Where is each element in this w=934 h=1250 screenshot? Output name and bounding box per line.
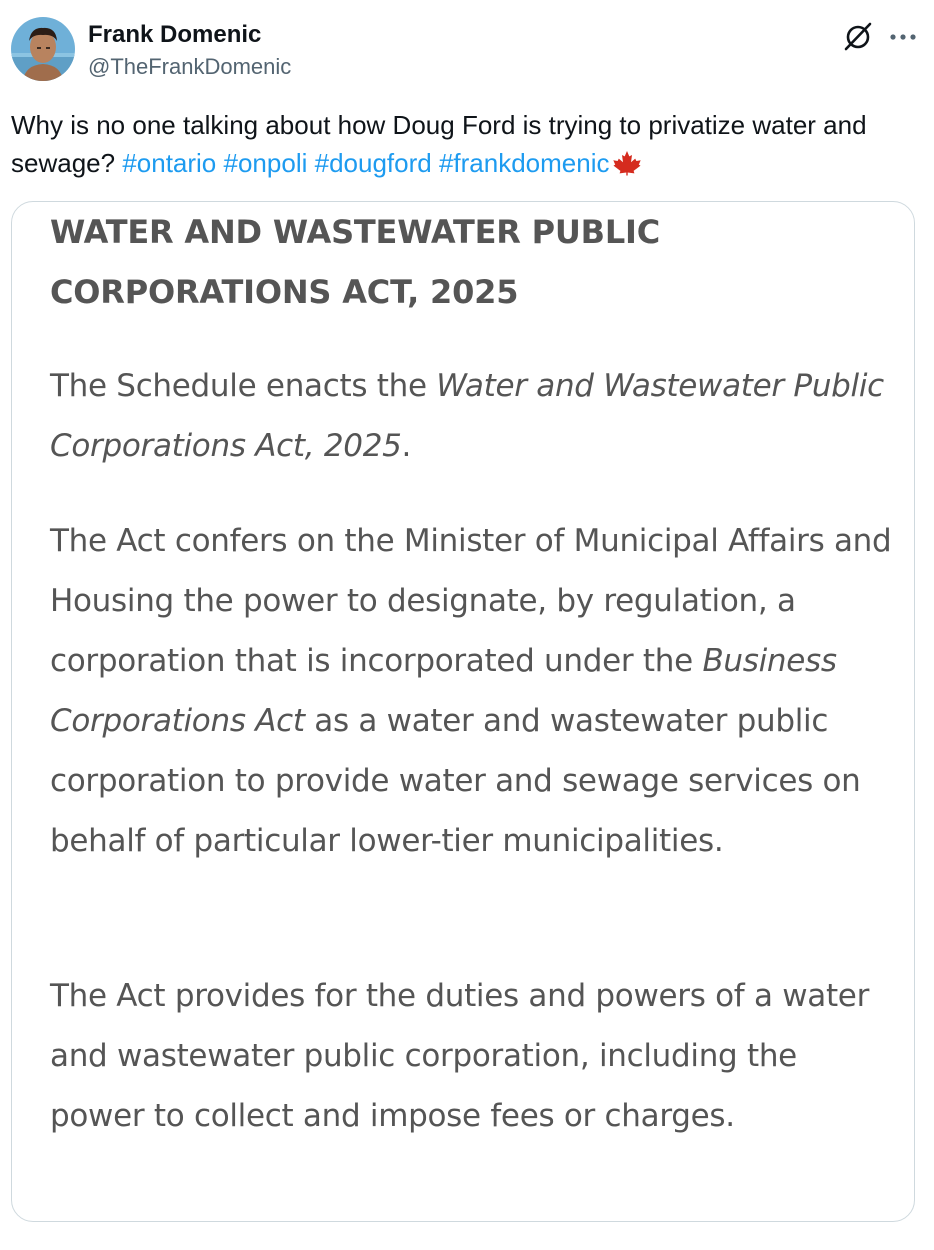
p2-prefix: The Act confers on the Minister of Municipal Affairs and Housing the power to designate, by regulation, a corporation that is incorporated under the: [50, 523, 892, 679]
author-name[interactable]: Frank Domenic: [88, 21, 262, 48]
document-paragraph-minister-power: [50, 511, 900, 871]
document-paragraph-schedule: [50, 356, 900, 476]
hashtag-ontario[interactable]: #ontario: [122, 148, 217, 178]
tweet-header: [11, 17, 923, 83]
hashtag-onpoli[interactable]: #onpoli: [223, 148, 308, 178]
tweet-text: [11, 106, 911, 186]
more-horizontal-icon[interactable]: [888, 27, 918, 47]
p1-prefix: The Schedule enacts the: [50, 368, 437, 404]
avatar[interactable]: [11, 17, 75, 81]
p2-act-name: Business Corporations Act: [50, 643, 837, 739]
document-image-card[interactable]: [11, 201, 915, 1222]
p1-suffix: .: [401, 428, 412, 464]
document-paragraph-duties: The Act provides for the duties and powers of a water and wastewater public corporation, including the power to collect and impose fees or charges.: [50, 978, 870, 1134]
tweet-body: Why is no one talking about how Doug Ford is trying to privatize water and sewage?: [11, 110, 867, 178]
maple-leaf-icon: [612, 148, 642, 186]
document-title: WATER AND WASTEWATER PUBLIC CORPORATIONS ACT, 2025: [50, 213, 661, 311]
author-handle[interactable]: @TheFrankDomenic: [88, 54, 292, 79]
hashtag-dougford[interactable]: #dougford: [314, 148, 432, 178]
p2-suffix: as a water and wastewater public corporation to provide water and sewage services on behalf of particular lower-tier municipalities.: [50, 703, 861, 859]
hashtag-frankdomenic[interactable]: #frankdomenic: [438, 148, 610, 178]
p1-act-name: Water and Wastewater Public Corporations Act, 2025: [50, 368, 884, 464]
grok-icon[interactable]: [843, 21, 873, 51]
